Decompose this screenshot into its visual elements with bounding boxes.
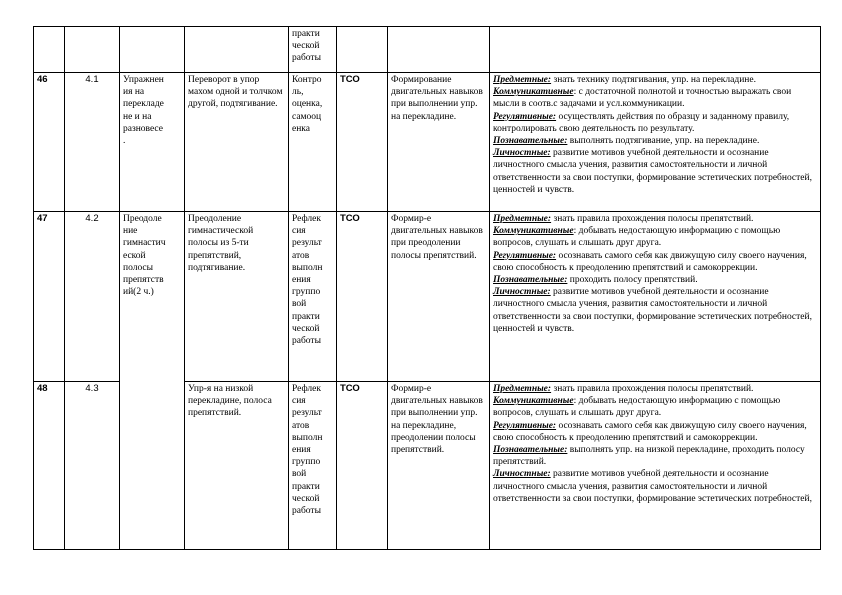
result-regulative bbox=[493, 420, 817, 444]
result-text: выполнять упр. на низкой перекладине, проходить полосу препятствий. bbox=[493, 445, 805, 468]
cell-empty bbox=[120, 27, 185, 73]
result-label: Коммуникативные bbox=[493, 226, 574, 237]
lesson-number: 48 bbox=[34, 382, 65, 550]
cell-empty bbox=[34, 27, 65, 73]
result-text: развитие мотивов учебной деятельности и осознание личностного смысла учения, развития самостоятельности и личной ответственности за свои поступки, формирование эстетических потребностей, ценностей и чувств. bbox=[493, 148, 812, 195]
tco-cell: ТСО bbox=[337, 212, 388, 382]
lesson-goal: Формир-е двигательных навыков при выполнении упр. на перекладине, преодолении полосы препятствий. bbox=[388, 382, 490, 550]
control-cell: Рефлек сия результ атов выполн ения группо вой практи ческой работы bbox=[289, 382, 337, 550]
planned-results bbox=[490, 382, 821, 550]
cell-empty bbox=[185, 27, 289, 73]
result-text: : добывать недостающую информацию с помощью вопросов, слушать и слышать друг друга. bbox=[493, 226, 781, 249]
result-personal bbox=[493, 286, 817, 335]
result-label: Коммуникативные bbox=[493, 87, 574, 98]
lesson-content: Преодоление гимнастической полосы из 5-ти препятствий, подтягивание. bbox=[185, 212, 289, 382]
result-personal bbox=[493, 468, 817, 505]
result-label: Личностные: bbox=[493, 287, 551, 298]
result-personal bbox=[493, 147, 817, 196]
result-regulative bbox=[493, 250, 817, 274]
cell-empty bbox=[337, 27, 388, 73]
lesson-content: Переворот в упор махом одной и толчком другой, подтягивание. bbox=[185, 73, 289, 212]
result-label: Регулятивные: bbox=[493, 420, 557, 431]
result-text: выполнять подтягивание, упр. на перекладине. bbox=[567, 136, 760, 147]
control-cell: Рефлек сия результ атов выполн ения группо вой практи ческой работы bbox=[289, 212, 337, 382]
table-row bbox=[34, 212, 821, 382]
result-communicative bbox=[493, 225, 817, 249]
result-label: Личностные: bbox=[493, 148, 551, 159]
table-row bbox=[34, 73, 821, 212]
lesson-goal: Формир-е двигательных навыков при преодолении полосы препятствий. bbox=[388, 212, 490, 382]
result-text: развитие мотивов учебной деятельности и осознание личностного смысла учения, развития самостоятельности и личной ответственности за свои поступки, формирование эстетических потребностей, bbox=[493, 469, 812, 504]
result-label: Предметные: bbox=[493, 214, 552, 224]
result-communicative bbox=[493, 395, 817, 419]
result-subject bbox=[493, 383, 817, 395]
control-cell: Контро ль, оценка, самооц енка bbox=[289, 73, 337, 212]
tco-cell: ТСО bbox=[337, 73, 388, 212]
lesson-number: 47 bbox=[34, 212, 65, 382]
result-cognitive bbox=[493, 274, 817, 286]
table-row-continued bbox=[34, 27, 821, 73]
result-text: проходить полосу препятствий. bbox=[567, 275, 698, 286]
result-cognitive bbox=[493, 135, 817, 147]
lesson-subnumber: 4.1 bbox=[65, 73, 120, 212]
result-label: Познавательные: bbox=[493, 445, 568, 456]
lesson-subnumber: 4.2 bbox=[65, 212, 120, 382]
result-text: знать правила прохождения полосы препятствий. bbox=[551, 214, 754, 224]
tco-cell: ТСО bbox=[337, 382, 388, 550]
result-regulative bbox=[493, 111, 817, 135]
result-text: осознавать самого себя как движущую силу своего научения, свою способность к преодолению препятствий и самокоррекции. bbox=[493, 250, 807, 273]
control-cell: практи ческой работы bbox=[289, 27, 337, 73]
result-communicative bbox=[493, 86, 817, 110]
result-label: Регулятивные: bbox=[493, 111, 557, 122]
lesson-topic: Упражнен ия на перекладе не и на разновесе . bbox=[120, 73, 185, 212]
cell-empty bbox=[388, 27, 490, 73]
result-text: развитие мотивов учебной деятельности и осознание личностного смысла учения, развития самостоятельности и личной ответственности за свои поступки, формирование эстетических потребностей, ценностей и чувств. bbox=[493, 287, 812, 334]
result-text: : добывать недостающую информацию с помощью вопросов, слушать и слышать друг друга. bbox=[493, 396, 781, 419]
result-text: : с достаточной полнотой и точностью выражать свои мысли в соотв.с задачами и усл.коммуникации. bbox=[493, 87, 792, 110]
result-label: Предметные: bbox=[493, 75, 552, 85]
result-cognitive bbox=[493, 444, 817, 468]
lesson-topic: Преодоле ние гимнастич еской полосы препятств ий(2 ч.) bbox=[120, 212, 185, 550]
result-label: Познавательные: bbox=[493, 136, 568, 147]
lesson-subnumber: 4.3 bbox=[65, 382, 120, 550]
lesson-content: Упр-я на низкой перекладине, полоса препятствий. bbox=[185, 382, 289, 550]
result-subject bbox=[493, 213, 817, 225]
result-label: Регулятивные: bbox=[493, 250, 557, 261]
result-label: Познавательные: bbox=[493, 275, 568, 286]
cell-empty bbox=[65, 27, 120, 73]
result-label: Коммуникативные bbox=[493, 396, 574, 407]
result-text: осознавать самого себя как движущую силу своего научения, свою способность к преодолению препятствий и самокоррекции. bbox=[493, 420, 807, 443]
planned-results bbox=[490, 212, 821, 382]
result-text: знать технику подтягивания, упр. на перекладине. bbox=[551, 75, 756, 85]
lesson-number: 46 bbox=[34, 73, 65, 212]
cell-empty bbox=[490, 27, 821, 73]
lesson-plan-table bbox=[33, 26, 821, 550]
result-subject bbox=[493, 74, 817, 86]
result-label: Предметные: bbox=[493, 384, 552, 394]
result-text: осуществлять действия по образцу и заданному правилу, контролировать свою деятельность по результату. bbox=[493, 111, 790, 134]
planned-results bbox=[490, 73, 821, 212]
lesson-goal: Формирование двигательных навыков при выполнении упр. на перекладине. bbox=[388, 73, 490, 212]
result-text: знать правила прохождения полосы препятствий. bbox=[551, 384, 754, 394]
result-label: Личностные: bbox=[493, 469, 551, 480]
